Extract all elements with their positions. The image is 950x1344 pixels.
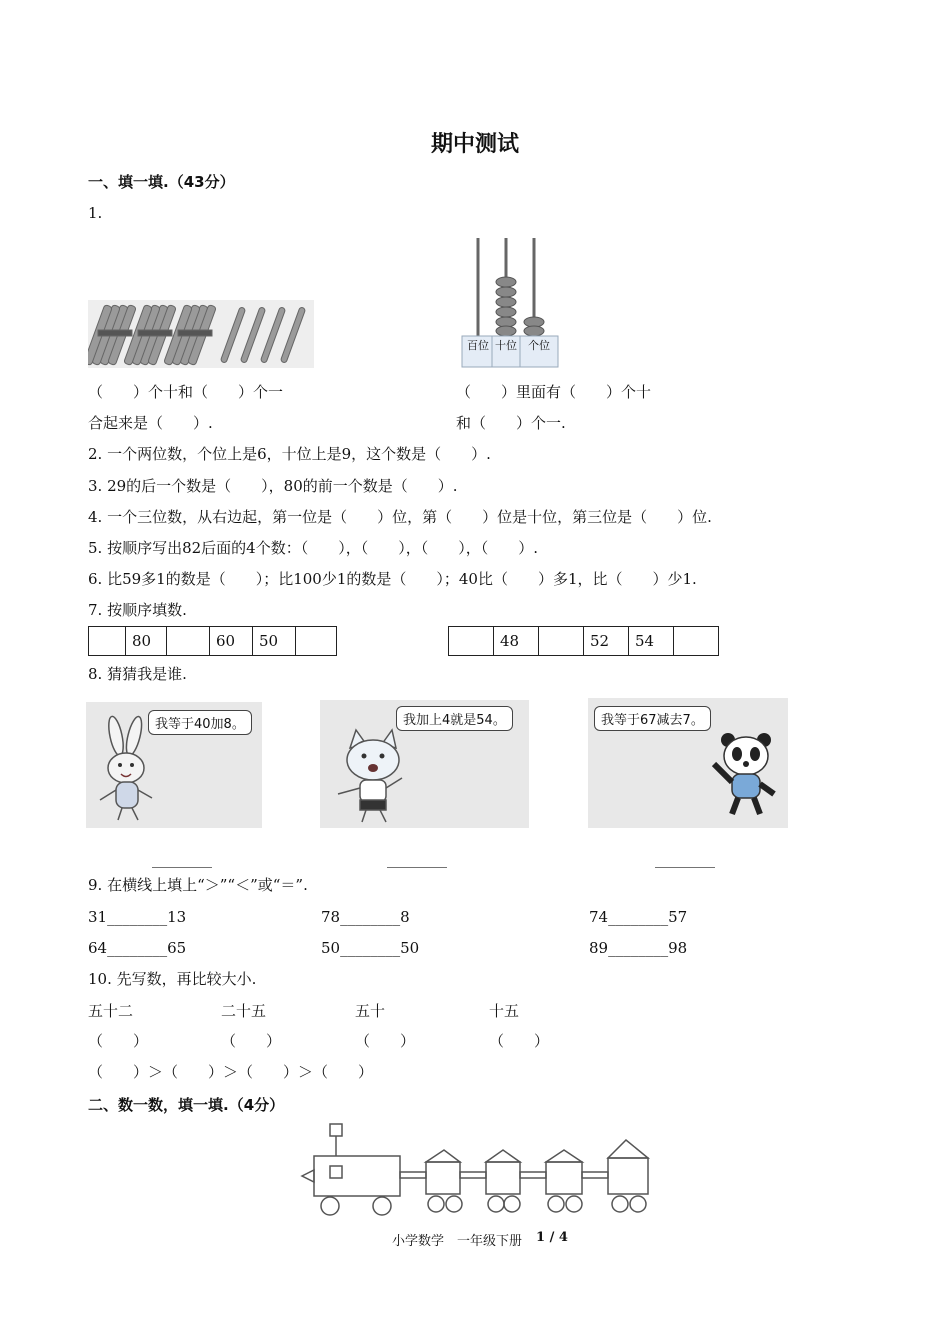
q9-item[interactable]: 89________98	[589, 939, 688, 957]
q8-answer-blank-2[interactable]: ________	[387, 850, 447, 868]
rabbit-icon	[86, 702, 262, 828]
section2-heading: 二、数一数，填一填.（4分）	[88, 1096, 285, 1114]
q6-text: 6. 比59多1的数是（ ）；比100少1的数是（ ）；40比（ ）多1，比（ ）少1.	[88, 570, 697, 588]
panda-icon	[588, 698, 788, 828]
abacus-label-hundreds: 百位	[467, 339, 489, 352]
abacus-icon	[460, 236, 560, 368]
q10-paren[interactable]: （ ）	[355, 1032, 416, 1050]
q2-text: 2. 一个两位数，个位上是6，十位上是9，这个数是（ ）.	[88, 445, 491, 463]
q4-text: 4. 一个三位数，从右边起，第一位是（ ）位，第（ ）位是十位，第三位是（ ）位.	[88, 508, 712, 526]
q1-number: 1.	[88, 204, 103, 222]
rabbit-picture	[86, 702, 262, 828]
table-cell: 50	[253, 627, 296, 656]
cat-speech-bubble: 我加上4就是54。	[396, 706, 513, 731]
table-cell: 80	[126, 627, 167, 656]
q8-answer-blank-1[interactable]: ________	[152, 850, 212, 868]
bundle-of-ten-sticks-icon	[88, 300, 314, 368]
abacus-label-ones: 个位	[528, 339, 550, 352]
q1-right-line2: 和（ ）个一.	[456, 414, 566, 432]
q8-text: 8. 猜猜我是谁.	[88, 665, 187, 683]
page-title: 期中测试	[430, 132, 519, 157]
table-cell[interactable]	[167, 627, 210, 656]
section1-heading: 一、填一填.（43分）	[88, 173, 235, 191]
rabbit-speech-bubble: 我等于40加8。	[148, 710, 252, 735]
table-cell[interactable]	[539, 627, 584, 656]
q7-sequence-table-2	[448, 626, 719, 656]
q3-text: 3. 29的后一个数是（ ），80的前一个数是（ ）.	[88, 477, 458, 495]
table-cell: 54	[629, 627, 674, 656]
q10-word: 十五	[489, 1002, 520, 1020]
table-cell: 60	[210, 627, 253, 656]
table-cell: 48	[494, 627, 539, 656]
cat-icon	[320, 700, 529, 828]
q8-answer-blank-3[interactable]: ________	[655, 850, 715, 868]
table-cell[interactable]	[449, 627, 494, 656]
q10-paren[interactable]: （ ）	[221, 1032, 282, 1050]
train-shapes-icon	[298, 1120, 658, 1220]
panda-speech-bubble: 我等于67减去7。	[594, 706, 711, 731]
q9-item[interactable]: 50________50	[321, 939, 420, 957]
q10-word: 二十五	[221, 1002, 267, 1020]
q7-text: 7. 按顺序填数.	[88, 601, 187, 619]
q10-paren[interactable]: （ ）	[88, 1032, 149, 1050]
q9-item[interactable]: 78________8	[321, 908, 410, 926]
table-cell[interactable]	[296, 627, 337, 656]
footer-page-number: 1 / 4	[536, 1230, 568, 1245]
q5-text: 5. 按顺序写出82后面的4个数：（ ），（ ），（ ），（ ）.	[88, 539, 538, 557]
q10-paren[interactable]: （ ）	[489, 1032, 550, 1050]
q10-text: 10. 先写数，再比较大小.	[88, 970, 257, 988]
q9-item[interactable]: 74________57	[589, 908, 688, 926]
cat-picture	[320, 700, 529, 828]
q9-text: 9. 在横线上填上“＞”“＜”或“＝”.	[88, 876, 308, 894]
q7-sequence-table-1	[88, 626, 337, 656]
q10-word: 五十	[355, 1002, 386, 1020]
abacus-label-tens: 十位	[495, 339, 517, 352]
table-cell: 52	[584, 627, 629, 656]
q1-right-line1: （ ）里面有（ ）个十	[456, 383, 652, 401]
q10-word: 五十二	[88, 1002, 134, 1020]
table-cell[interactable]	[674, 627, 719, 656]
panda-picture	[588, 698, 788, 828]
q10-compare[interactable]: （ ）＞（ ）＞（ ）＞（ ）	[88, 1063, 374, 1081]
q1-left-line2: 合起来是（ ）.	[88, 414, 213, 432]
q1-left-line1: （ ）个十和（ ）个一	[88, 383, 284, 401]
table-cell[interactable]	[89, 627, 126, 656]
footer-subject: 小学数学 一年级下册	[392, 1234, 523, 1249]
q9-item[interactable]: 31________13	[88, 908, 187, 926]
q9-item[interactable]: 64________65	[88, 939, 187, 957]
